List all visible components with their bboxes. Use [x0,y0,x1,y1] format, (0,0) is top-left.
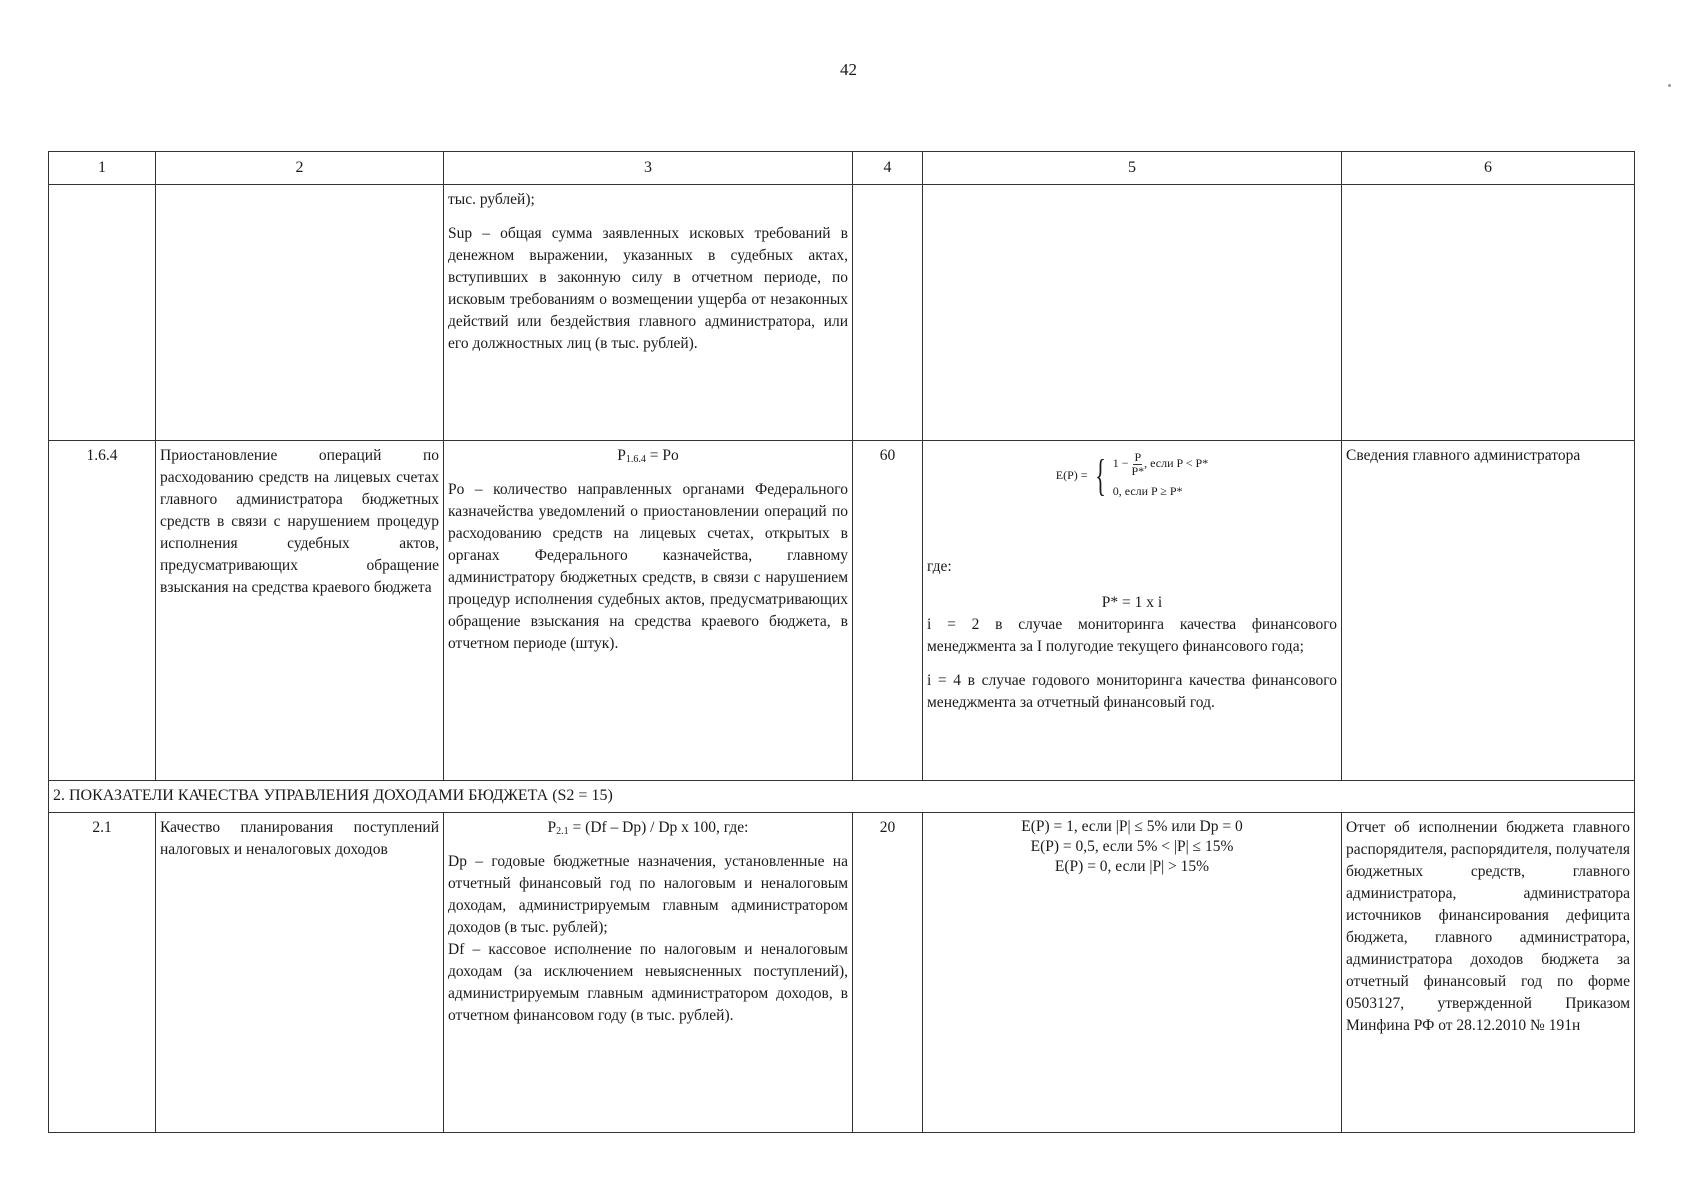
header-col-4: 4 [853,152,923,185]
brace-symbol: { [1094,450,1106,500]
formula-symbol: P [617,447,626,464]
table-row-2-1 [49,812,1635,1132]
piecewise-formula [927,451,1337,500]
formula-subscript: 1.6.4 [625,454,646,465]
formula [448,445,848,467]
indicator-weight: 60 [853,441,923,781]
scan-speck [1668,84,1671,87]
header-col-5: 5 [923,152,1342,185]
condition-2: E(P) = 0,5, если 5% < |P| ≤ 15% [1030,837,1234,855]
formula-rest: = (Df – Dp) / Dp x 100, где: [568,818,749,836]
text-paragraph: Po – количество направленных органами Федерального казначейства уведомлений о приостановлении операций по расходованию средств на лицевых счетах, открытых в органах Федерального казначейства, главному администратору бюджетных средств, в связи с нарушением процедур исполнения судебных актов, предусматривающих обращение взыскания на средства краевого бюджета, в отчетном периоде (штук). [448,481,848,653]
text-where: где: [927,558,952,576]
cell-empty [156,185,444,441]
formula-pstar: P* = 1 x i [1101,594,1163,612]
section-header-row [49,781,1635,813]
formula-symbol: P [547,818,557,836]
text-paragraph: i = 4 в случае годового мониторинга качества финансового менеджмента за отчетный финансовый год. [927,672,1337,712]
section-title: 2. ПОКАЗАТЕЛИ КАЧЕСТВА УПРАВЛЕНИЯ ДОХОДАМИ БЮДЖЕТА (S2 = 15) [49,781,1635,813]
cell-formula-description [444,185,853,441]
header-col-3: 3 [444,152,853,185]
header-col-6: 6 [1342,152,1635,185]
case-suffix: , если P < P* [1144,455,1209,470]
text-paragraph: тыс. рублей); [448,191,535,208]
formula-lhs: E(P) = [1055,468,1088,483]
indicator-number: 1.6.4 [49,441,156,781]
data-source: Отчет об исполнении бюджета главного распорядителя, распорядителя, получателя бюджетных средств, главного администратора, администратора источников финансирования дефицита бюджета, главного администратора, администратора доходов бюджета за отчетный финансовый год по форме 0503127, утвержденной Приказом Минфина РФ от 28.12.2010 № 191н [1342,812,1635,1132]
cell-empty [923,185,1342,441]
table-row-continuation [49,185,1635,441]
cell-evaluation [923,441,1342,781]
formula-case-1 [1113,451,1209,477]
cell-formula-description [444,441,853,781]
text-paragraph: Df – кассовое исполнение по налоговым и неналоговым доходам (за исключением невыясненных поступлений), администрируемым главным администратором доходов, в отчетном финансовом году (в тыс. рублей). [448,940,848,1024]
indicator-name: Качество планирования поступлений налоговых и неналоговых доходов [156,812,444,1132]
data-source: Сведения главного администратора [1342,441,1635,781]
indicator-name: Приостановление операций по расходованию средств на лицевых счетах главного администратора бюджетных средств в связи с нарушением процедур исполнения судебных актов, предусматривающих обращение взыскания на средства краевого бюджета [156,441,444,781]
cell-empty [1342,185,1635,441]
indicator-number: 2.1 [49,812,156,1132]
fraction [1131,451,1144,477]
case-prefix: 1 − [1112,455,1129,470]
evaluation-conditions [927,817,1337,877]
fraction-numerator: P [1134,450,1142,464]
cell-evaluation [923,812,1342,1132]
header-col-1: 1 [49,152,156,185]
text-paragraph: Dp – годовые бюджетные назначения, установленные на отчетный финансовый год по налоговым и неналоговым доходам, администрируемым главным администратором доходов (в тыс. рублей); [448,852,848,936]
formula-rest: = Po [645,447,679,464]
table-row-1-6-4 [49,441,1635,781]
cell-formula-description [444,812,853,1132]
page-number: 42 [840,60,857,79]
indicator-weight: 20 [853,812,923,1132]
header-row [49,152,1635,185]
cell-empty [49,185,156,441]
fraction-denominator: P* [1131,463,1145,478]
indicator-table [48,151,1635,1133]
header-col-2: 2 [156,152,444,185]
text-paragraph: Sup – общая сумма заявленных исковых требований в денежном выражении, указанных в судебных актах, вступивших в законную силу в отчетном периоде, по исковым требованиям о возмещении ущерба от незаконных действий или бездействия главного администратора, или его должностных лиц (в тыс. рублей). [448,225,848,352]
formula-subscript: 2.1 [556,825,569,837]
condition-1: E(P) = 1, если |P| ≤ 5% или Dp = 0 [1021,817,1243,835]
formula-case-2: 0, если P ≥ P* [1112,484,1183,499]
text-paragraph: i = 2 в случае мониторинга качества финансового менеджмента за I полугодие текущего финансового года; [927,616,1337,656]
condition-3: E(P) = 0, если |P| > 15% [1054,858,1210,875]
formula [448,817,848,839]
cell-empty [853,185,923,441]
formula-cases [1113,451,1209,500]
